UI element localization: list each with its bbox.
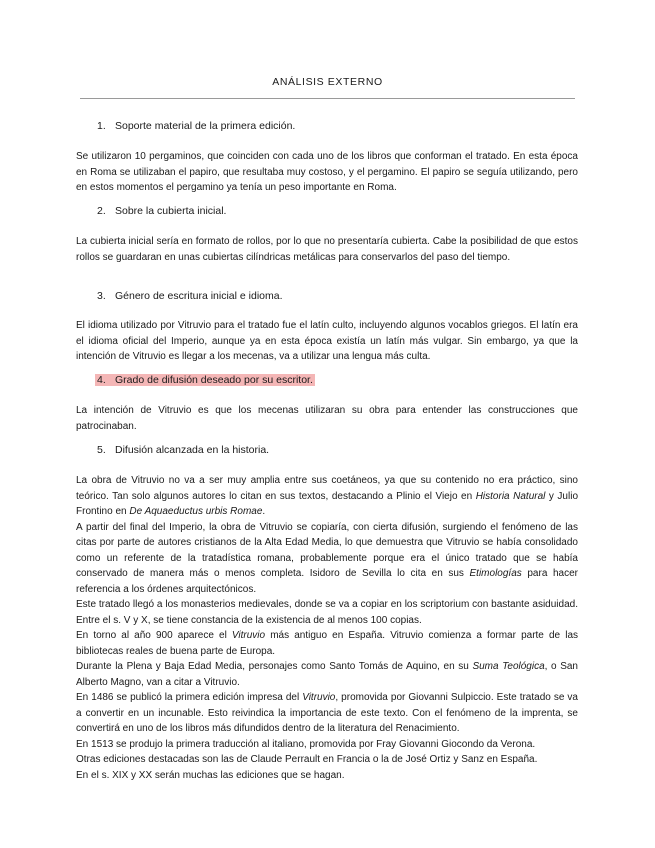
section-heading-4-highlighted xyxy=(95,374,315,386)
paragraph xyxy=(76,473,578,520)
book-title-italic: Vitruvio xyxy=(231,630,266,641)
section-title: Soporte material de la primera edición. xyxy=(115,120,296,132)
text-run: En 1513 se produjo la primera traducción al italiano, promovida por Fray Giovanni Giocondo da Verona. xyxy=(76,738,536,750)
text-run: En 1486 se publicó la primera edición impresa del xyxy=(76,692,303,703)
document-title: ANÁLISIS EXTERNO xyxy=(272,76,383,88)
section-title: Grado de difusión deseado por su escritor. xyxy=(115,374,313,386)
paragraph xyxy=(76,597,578,628)
section-number: 3. xyxy=(97,290,106,302)
section-heading-2 xyxy=(97,205,226,217)
text-run: , o San Alberto Magno, van a citar a Vitruvio. xyxy=(76,661,578,688)
section-number: 1. xyxy=(97,120,106,132)
section-body-2 xyxy=(76,234,578,265)
paragraph xyxy=(76,628,578,659)
section-heading-1 xyxy=(97,120,295,132)
paragraph: La intención de Vitruvio es que los mecenas utilizaran su obra para entender las construcciones que patrocinaban. xyxy=(76,405,578,432)
text-run: . xyxy=(262,506,266,517)
text-run: La obra de Vitruvio no va a ser muy amplia entre sus coetáneos, ya que su contenido no era práctico, sino teórico. Tan solo algunos autores lo citan en sus textos, destacando a Plinio el Viejo en xyxy=(76,475,578,502)
paragraph xyxy=(76,752,578,768)
text-run: para hacer referencia a los órdenes arquitectónicos. xyxy=(76,568,578,595)
paragraph: El idioma utilizado por Vitruvio para el tratado fue el latín culto, incluyendo algunos vocablos griegos. El latín era el idioma oficial del Imperio, aunque ya en esta época existía un latín más vulgar. Sin embargo, ya que la intención de Vitruvio es llegar a los mecenas, va a utilizar una lengua más culta. xyxy=(76,320,578,362)
paragraph xyxy=(76,768,578,784)
book-title-italic: Suma Teológica xyxy=(472,661,545,672)
book-title-italic: De Aquaeductus urbis Romae xyxy=(129,506,263,517)
paragraph xyxy=(76,659,578,690)
section-title: Difusión alcanzada en la historia. xyxy=(115,444,270,456)
section-body-5 xyxy=(76,473,578,783)
section-body-1 xyxy=(76,149,578,196)
text-run: Durante la Plena y Baja Edad Media, personajes como Santo Tomás de Aquino, en su xyxy=(76,661,473,672)
text-run: Otras ediciones destacadas son las de Claude Perrault en Francia o la de José Ortiz y Sanz en España. xyxy=(76,754,538,765)
title-divider xyxy=(80,98,575,99)
book-title-italic: Historia Natural xyxy=(475,490,546,502)
section-number: 4. xyxy=(97,374,106,386)
text-run: y Julio Frontino en xyxy=(76,490,579,517)
paragraph: Se utilizaron 10 pergaminos, que coinciden con cada uno de los libros que conforman el tratado. En esta época en Roma se utilizaban el papiro, que resultaba muy costoso, y el pergamino. El papiro se seguía utilizando, pero en estos momentos el pergamino ya tenía un peso importante en Roma. xyxy=(76,151,578,193)
text-run: A partir del final del Imperio, la obra de Vitruvio se copiaría, con cierta difusión, surgiendo el fenómeno de las citas por parte de autores cristianos de la Alta Edad Media, lo que demuestra que Vitruvio se había consolidado como un referente de la tratadística romana, probablemente porque era el único tratado que se había conservado de manera más o menos completa. Isidoro de Sevilla lo cita en sus xyxy=(76,521,578,579)
text-run: En torno al año 900 aparece el xyxy=(76,630,232,641)
section-title: Sobre la cubierta inicial. xyxy=(115,205,227,217)
text-run: , promovida por Giovanni Sulpiccio. Este tratado se va a convertir en un incunable. Esto reivindica la importancia de este texto. Con el fenómeno de la imprenta, se convertirá en uno de los libros más difundidos dentro de la literatura del Renacimiento. xyxy=(76,692,578,734)
text-run: más antiguo en España. Vitruvio comienza a formar parte de las bibliotecas reales de buena parte de Europa. xyxy=(76,630,579,657)
paragraph xyxy=(76,520,578,598)
book-title-italic: Etimologías xyxy=(469,568,522,579)
text-run: En el s. XIX y XX serán muchas las ediciones que se hagan. xyxy=(76,769,345,781)
section-number: 5. xyxy=(97,444,106,456)
book-title-italic: Vitruvio xyxy=(302,692,336,703)
text-run: Este tratado llegó a los monasterios medievales, donde se va a copiar en los scriptorium con bastante asiduidad. Entre el s. V y X, se tiene constancia de la existencia de al menos 100 copias. xyxy=(76,599,578,626)
paragraph: La cubierta inicial sería en formato de rollos, por lo que no presentaría cubierta. Cabe la posibilidad de que estos rollos se guardaran en unas cubiertas cilíndricas metálicas para conservarlos del paso del tiempo. xyxy=(76,236,578,263)
section-number: 2. xyxy=(97,205,106,217)
section-title: Género de escritura inicial e idioma. xyxy=(115,290,283,302)
section-body-3 xyxy=(76,318,578,365)
section-heading-3 xyxy=(97,290,283,302)
paragraph xyxy=(76,690,578,737)
paragraph xyxy=(76,737,578,753)
section-body-4 xyxy=(76,403,578,434)
section-heading-5 xyxy=(97,444,269,456)
